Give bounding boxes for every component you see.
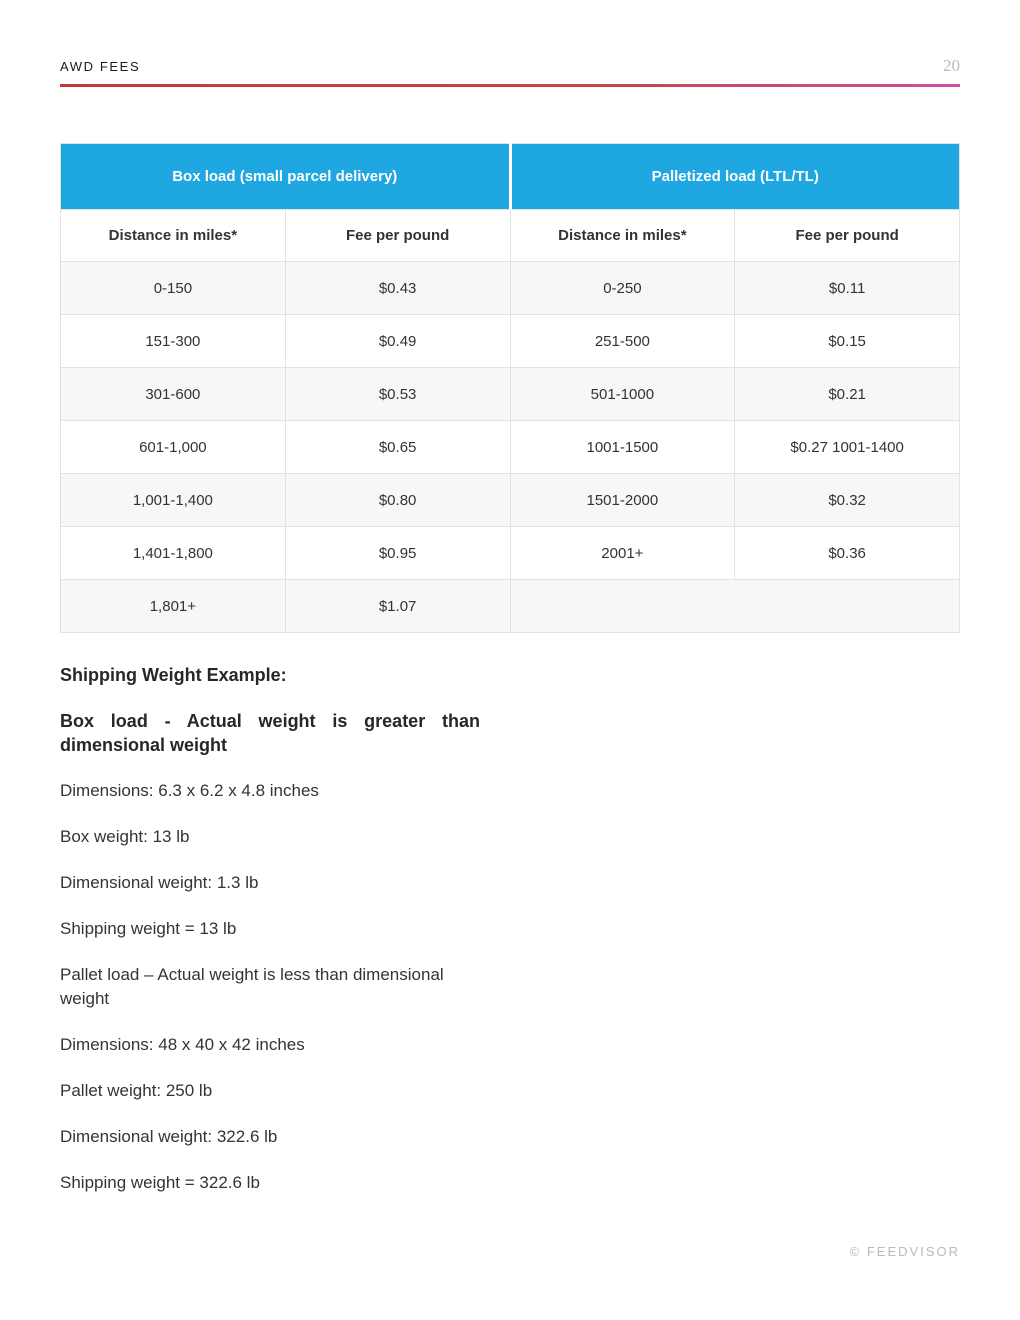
table-cell: $0.80 (285, 474, 510, 527)
footer-copyright: © FEEDVISOR (849, 1244, 960, 1259)
page-number: 20 (943, 56, 960, 75)
table-cell: $0.32 (735, 474, 960, 527)
table-cell: $0.43 (285, 262, 510, 315)
pallet-dimensions: Dimensions: 48 x 40 x 42 inches (60, 1035, 305, 1054)
column-header-fee-pallet: Fee per pound (735, 210, 960, 262)
example-title: Shipping Weight Example: (60, 665, 287, 685)
table-cell: 1,801+ (61, 580, 286, 633)
table-row (61, 368, 960, 421)
table-cell: $0.21 (735, 368, 960, 421)
table-row (61, 421, 960, 474)
table-cell: $0.49 (285, 315, 510, 368)
box-weight: Box weight: 13 lb (60, 827, 190, 846)
table-group-header-row (61, 144, 960, 210)
box-shipping-weight: Shipping weight = 13 lb (60, 919, 237, 938)
table-cell: $0.65 (285, 421, 510, 474)
table-cell: 0-150 (61, 262, 286, 315)
column-header-distance-box: Distance in miles* (61, 210, 286, 262)
table-cell: $0.27 1001-1400 (735, 421, 960, 474)
table-cell: $0.11 (735, 262, 960, 315)
table-cell: 2001+ (510, 527, 735, 580)
pallet-shipping-weight: Shipping weight = 322.6 lb (60, 1173, 260, 1192)
table-cell: $0.53 (285, 368, 510, 421)
table-row (61, 262, 960, 315)
group-header-box-load: Box load (small parcel delivery) (61, 144, 511, 210)
table-cell: $0.95 (285, 527, 510, 580)
table-cell: 1001-1500 (510, 421, 735, 474)
table-cell: 1,401-1,800 (61, 527, 286, 580)
box-load-heading: Box load - Actual weight is greater than dimensional weight (60, 711, 480, 755)
table-cell: $0.15 (735, 315, 960, 368)
table-row (61, 580, 960, 633)
shipping-weight-example (60, 663, 500, 1195)
table-row (61, 527, 960, 580)
group-header-palletized-load: Palletized load (LTL/TL) (510, 144, 960, 210)
table-cell: 301-600 (61, 368, 286, 421)
table-cell-empty (510, 580, 960, 633)
table-cell: 0-250 (510, 262, 735, 315)
table-cell: 151-300 (61, 315, 286, 368)
box-dimensions: Dimensions: 6.3 x 6.2 x 4.8 inches (60, 781, 319, 800)
pallet-load-heading: Pallet load – Actual weight is less than dimensional weight (60, 965, 444, 1008)
box-dimensional-weight: Dimensional weight: 1.3 lb (60, 873, 259, 892)
fees-table (60, 143, 960, 633)
column-header-distance-pallet: Distance in miles* (510, 210, 735, 262)
table-cell: $0.36 (735, 527, 960, 580)
table-cell: 251-500 (510, 315, 735, 368)
table-column-header-row (61, 210, 960, 262)
pallet-dimensional-weight: Dimensional weight: 322.6 lb (60, 1127, 278, 1146)
table-cell: $1.07 (285, 580, 510, 633)
table-row (61, 474, 960, 527)
pallet-weight: Pallet weight: 250 lb (60, 1081, 213, 1100)
page-title: AWD FEES (60, 59, 141, 74)
column-header-fee-box: Fee per pound (285, 210, 510, 262)
table-cell: 1501-2000 (510, 474, 735, 527)
table-cell: 1,001-1,400 (61, 474, 286, 527)
table-cell: 501-1000 (510, 368, 735, 421)
table-cell: 601-1,000 (61, 421, 286, 474)
header-divider (60, 84, 960, 87)
table-row (61, 315, 960, 368)
doc-header (60, 0, 960, 76)
